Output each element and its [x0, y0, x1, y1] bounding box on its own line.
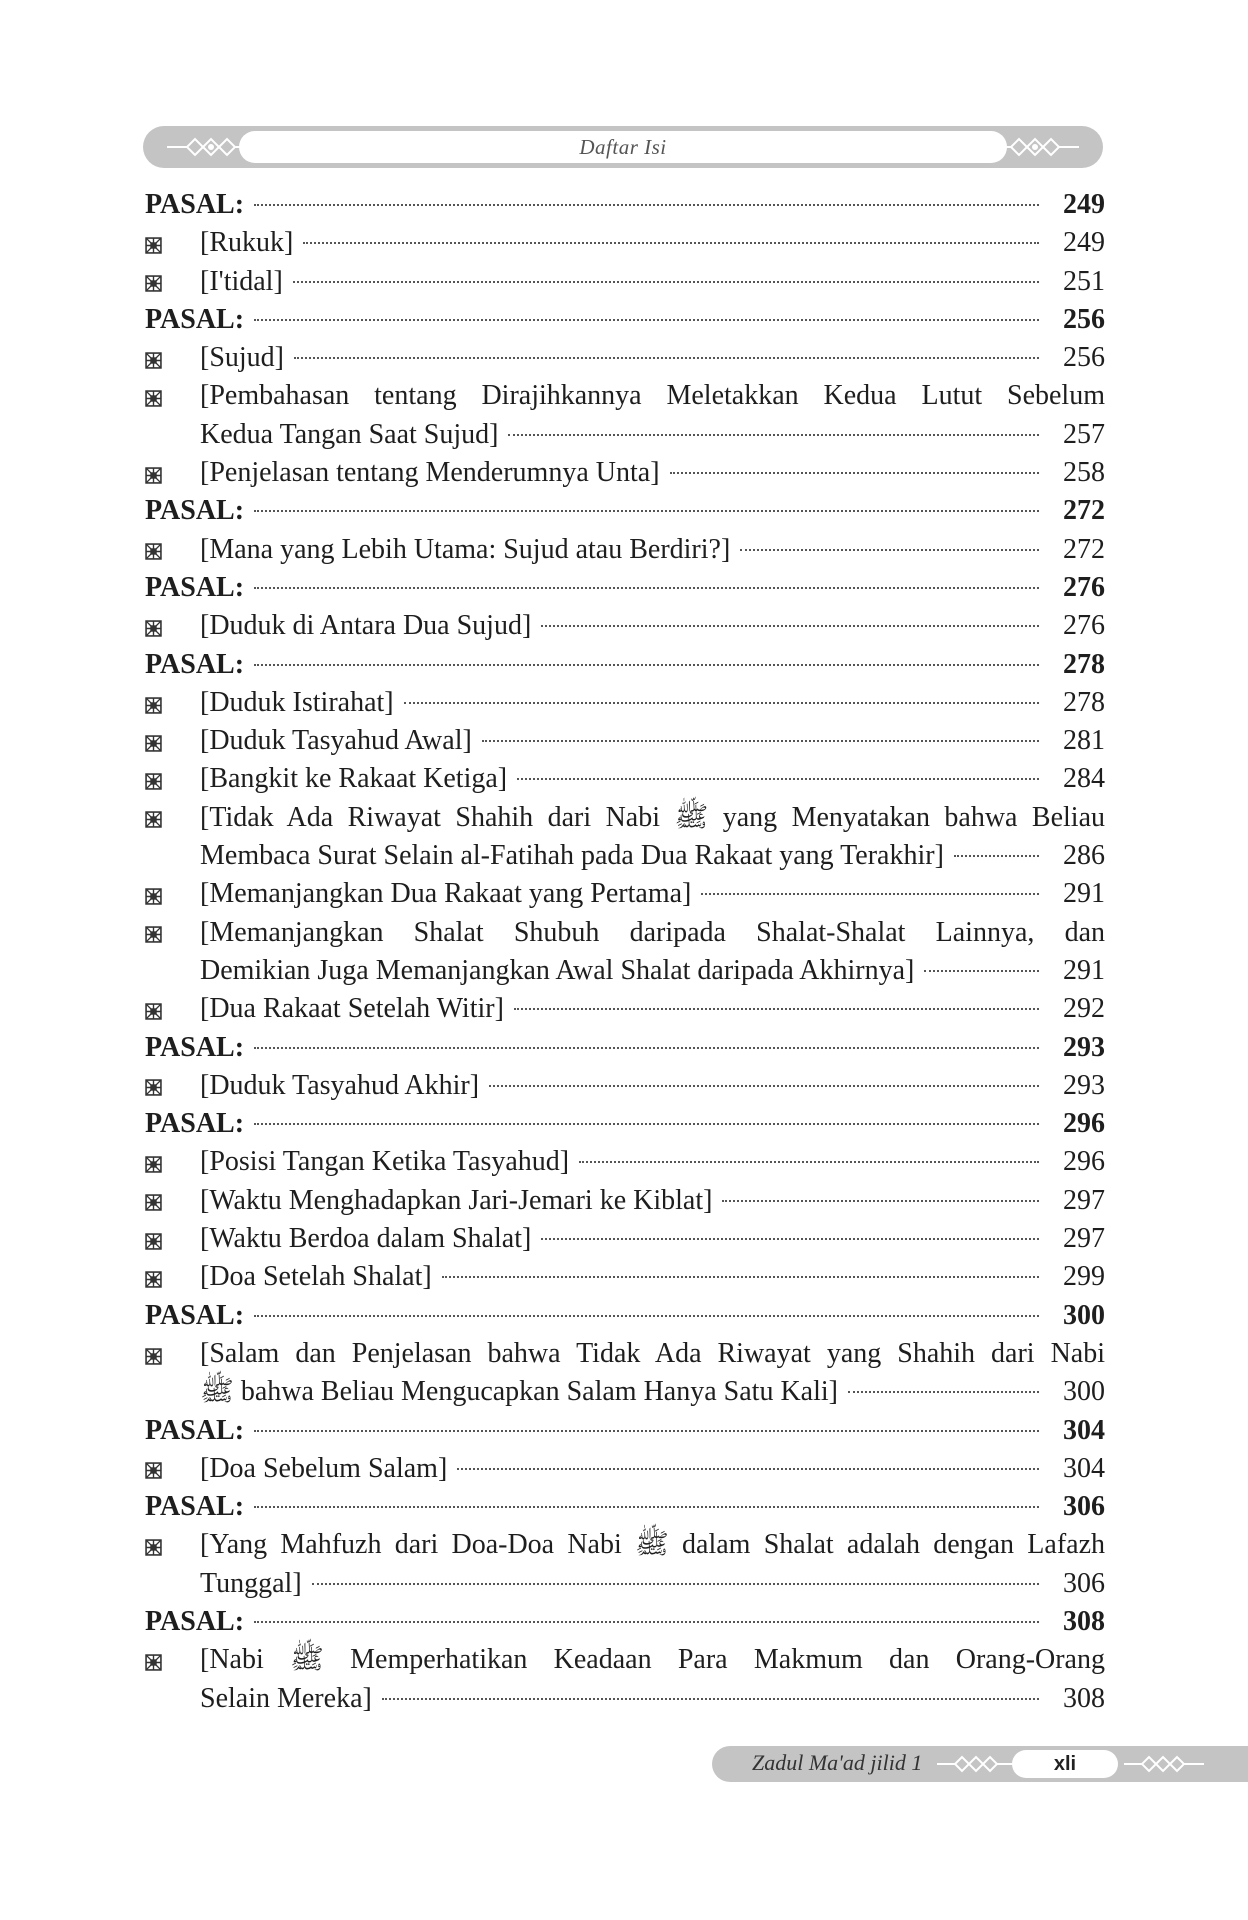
toc-entry-text: Membaca Surat Selain al-Fatihah pada Dua Rakaat yang Terakhir] [200, 840, 944, 872]
toc-pasal-label: PASAL: [145, 648, 245, 680]
toc-entry-text: [Sujud] [200, 342, 284, 374]
toc-page-number: 249 [1063, 227, 1105, 259]
toc-page-number: 296 [1063, 1108, 1105, 1140]
table-of-contents [145, 186, 1105, 1718]
ornament-bullet-icon [145, 799, 200, 837]
toc-page-number: 308 [1063, 1605, 1105, 1637]
toc-entry-text-line1: [Memanjangkan Shalat Shubuh daripada Shalat-Shalat Lainnya, dan [200, 916, 1105, 948]
toc-pasal-row[interactable] [145, 569, 1105, 607]
toc-entry-text: [Duduk di Antara Dua Sujud] [200, 610, 532, 642]
ornament-bullet-icon [145, 263, 200, 301]
toc-entry[interactable] [145, 722, 1105, 760]
toc-page-number: 304 [1063, 1414, 1105, 1446]
toc-pasal-row[interactable] [145, 1412, 1105, 1450]
dot-leader [482, 740, 1039, 742]
toc-pasal-label: PASAL: [145, 495, 245, 527]
toc-entry-text: [Waktu Berdoa dalam Shalat] [200, 1223, 532, 1255]
dot-leader [517, 778, 1039, 780]
ornament-bullet-icon [145, 224, 200, 262]
toc-pasal-label: PASAL: [145, 189, 245, 220]
toc-entry-text: Kedua Tangan Saat Sujud] [200, 418, 499, 450]
toc-entry-text: Demikian Juga Memanjangkan Awal Shalat daripada Akhirnya] [200, 954, 915, 986]
dot-leader [254, 664, 1039, 666]
toc-pasal-label: PASAL: [145, 1605, 245, 1637]
toc-entry[interactable] [145, 607, 1105, 645]
ornament-bullet-icon [145, 1335, 200, 1373]
dot-leader [924, 970, 1039, 972]
ornament-bullet-icon [145, 531, 200, 569]
ornament-icon [937, 1751, 1017, 1777]
toc-page-number: 293 [1063, 1031, 1105, 1063]
toc-entry[interactable] [145, 875, 1105, 913]
toc-entry[interactable] [145, 760, 1105, 798]
toc-page-number: 257 [1063, 418, 1105, 450]
ornament-bullet-icon [145, 454, 200, 492]
dot-leader [670, 472, 1039, 474]
toc-page-number: 284 [1063, 763, 1105, 795]
dot-leader [701, 893, 1039, 895]
dot-leader [254, 1430, 1039, 1432]
toc-entry[interactable] [145, 1450, 1105, 1488]
toc-pasal-label: PASAL: [145, 303, 245, 335]
ornament-bullet-icon [145, 1258, 200, 1296]
toc-pasal-label: PASAL: [145, 1299, 245, 1331]
dot-leader [848, 1391, 1039, 1393]
toc-entry[interactable] [145, 1143, 1105, 1181]
toc-page-number: 251 [1063, 265, 1105, 297]
toc-page-number: 291 [1063, 954, 1105, 986]
toc-entry-text-line1: [Salam dan Penjelasan bahwa Tidak Ada Riwayat yang Shahih dari Nabi [200, 1337, 1105, 1369]
toc-page-number: 306 [1063, 1491, 1105, 1523]
ornament-bullet-icon [145, 1067, 200, 1105]
dot-leader [740, 549, 1039, 551]
toc-entry-text: [Memanjangkan Dua Rakaat yang Pertama] [200, 878, 692, 910]
toc-entry[interactable] [145, 1067, 1105, 1105]
toc-pasal-row[interactable] [145, 186, 1105, 224]
toc-entry-text: [Doa Setelah Shalat] [200, 1261, 432, 1293]
dot-leader [303, 242, 1039, 244]
toc-page-number: 286 [1063, 840, 1105, 872]
toc-page-number: 292 [1063, 993, 1105, 1025]
toc-page-number: 276 [1063, 610, 1105, 642]
dot-leader [293, 281, 1039, 283]
dot-leader [254, 1506, 1039, 1508]
toc-pasal-label: PASAL: [145, 1491, 245, 1523]
ornament-bullet-icon [145, 1220, 200, 1258]
toc-entry[interactable] [145, 263, 1105, 301]
toc-entry-text-line1: [Yang Mahfuzh dari Doa-Doa Nabi ﷺ dalam Shalat adalah dengan Lafazh [200, 1529, 1105, 1561]
ornament-icon [1124, 1751, 1204, 1777]
toc-entry-text: [Waktu Menghadapkan Jari-Jemari ke Kiblat] [200, 1184, 713, 1216]
toc-entry[interactable] [145, 990, 1105, 1028]
dot-leader [404, 702, 1039, 704]
page-footer [712, 1746, 1248, 1782]
dot-leader [579, 1161, 1039, 1163]
page-title: Daftar Isi [579, 134, 667, 159]
toc-page-number: 304 [1063, 1452, 1105, 1484]
toc-page-number: 296 [1063, 1146, 1105, 1178]
toc-entry[interactable] [145, 377, 1105, 454]
dot-leader [457, 1468, 1039, 1470]
toc-pasal-row[interactable] [145, 1488, 1105, 1526]
toc-page-number: 291 [1063, 878, 1105, 910]
toc-entry-text: [Bangkit ke Rakaat Ketiga] [200, 763, 508, 795]
toc-pasal-label: PASAL: [145, 1031, 245, 1063]
toc-page-number: 297 [1063, 1184, 1105, 1216]
toc-entry-text: Selain Mereka] [200, 1682, 372, 1714]
toc-entry[interactable] [145, 914, 1105, 991]
toc-entry-text: [Posisi Tangan Ketika Tasyahud] [200, 1146, 570, 1178]
dot-leader [294, 357, 1039, 359]
dot-leader [254, 1047, 1039, 1049]
toc-entry[interactable] [145, 684, 1105, 722]
toc-page-number: 300 [1063, 1376, 1105, 1408]
dot-leader [254, 1123, 1039, 1125]
ornament-bullet-icon [145, 339, 200, 377]
toc-page-number: 297 [1063, 1223, 1105, 1255]
toc-page-number: 272 [1063, 495, 1105, 527]
dot-leader [254, 204, 1039, 206]
toc-entry-text: [Duduk Istirahat] [200, 686, 394, 718]
dot-leader [254, 587, 1039, 589]
dot-leader [514, 1008, 1039, 1010]
ornament-bullet-icon [145, 1450, 200, 1488]
toc-pasal-label: PASAL: [145, 571, 245, 603]
page-header-banner [143, 126, 1103, 168]
ornament-bullet-icon [145, 1641, 200, 1679]
dot-leader [254, 1315, 1039, 1317]
toc-entry-text: [Penjelasan tentang Menderumnya Unta] [200, 457, 660, 489]
toc-page-number: 278 [1063, 686, 1105, 718]
toc-page-number: 306 [1063, 1567, 1105, 1599]
header-title-pill [239, 131, 1007, 163]
toc-entry[interactable] [145, 454, 1105, 492]
toc-entry[interactable] [145, 1220, 1105, 1258]
toc-page-number: 258 [1063, 457, 1105, 489]
ornament-bullet-icon [145, 377, 200, 415]
toc-entry-text: Tunggal] [200, 1567, 302, 1599]
toc-page-number: 276 [1063, 571, 1105, 603]
toc-pasal-row[interactable] [145, 492, 1105, 530]
ornament-bullet-icon [145, 607, 200, 645]
toc-page-number: 293 [1063, 1069, 1105, 1101]
toc-entry[interactable] [145, 1641, 1105, 1718]
toc-pasal-label: PASAL: [145, 1414, 245, 1446]
ornament-bullet-icon [145, 1182, 200, 1220]
toc-entry-text: ﷺ bahwa Beliau Mengucapkan Salam Hanya Satu Kali] [200, 1376, 838, 1408]
dot-leader [254, 319, 1039, 321]
page-number-pill [1012, 1750, 1118, 1778]
dot-leader [541, 625, 1039, 627]
toc-pasal-row[interactable] [145, 646, 1105, 684]
dot-leader [489, 1085, 1039, 1087]
dot-leader [312, 1583, 1039, 1585]
toc-page-number: 256 [1063, 303, 1105, 335]
ornament-bullet-icon [145, 990, 200, 1028]
toc-page-number: 256 [1063, 342, 1105, 374]
dot-leader [254, 510, 1039, 512]
ornament-bullet-icon [145, 760, 200, 798]
book-title: Zadul Ma'ad jilid 1 [752, 1750, 923, 1775]
toc-entry-text: [Doa Sebelum Salam] [200, 1452, 448, 1484]
ornament-bullet-icon [145, 875, 200, 913]
toc-page-number: 281 [1063, 725, 1105, 757]
toc-entry-text: [Duduk Tasyahud Akhir] [200, 1069, 480, 1101]
dot-leader [722, 1200, 1039, 1202]
toc-entry[interactable] [145, 339, 1105, 377]
toc-pasal-row[interactable] [145, 301, 1105, 339]
toc-entry[interactable] [145, 1258, 1105, 1296]
toc-entry[interactable] [145, 1182, 1105, 1220]
toc-entry-text: [I'tidal] [200, 265, 283, 297]
toc-entry[interactable] [145, 1526, 1105, 1603]
toc-page-number: 272 [1063, 533, 1105, 565]
ornament-bullet-icon [145, 684, 200, 722]
ornament-icon [989, 133, 1079, 161]
dot-leader [508, 434, 1039, 436]
ornament-bullet-icon [145, 1526, 200, 1564]
toc-pasal-row[interactable] [145, 1029, 1105, 1067]
toc-entry-text-line1: [Tidak Ada Riwayat Shahih dari Nabi ﷺ yang Menyatakan bahwa Beliau [200, 801, 1105, 833]
toc-pasal-label: PASAL: [145, 1108, 245, 1140]
toc-entry-text: [Duduk Tasyahud Awal] [200, 725, 472, 757]
toc-entry[interactable] [145, 224, 1105, 262]
toc-pasal-row[interactable] [145, 1297, 1105, 1335]
ornament-bullet-icon [145, 914, 200, 952]
dot-leader [382, 1698, 1039, 1700]
toc-page-number: 308 [1063, 1682, 1105, 1714]
toc-entry-text-line1: [Pembahasan tentang Dirajihkannya Meletakkan Kedua Lutut Sebelum [200, 380, 1105, 412]
dot-leader [954, 855, 1039, 857]
dot-leader [254, 1621, 1039, 1623]
dot-leader [541, 1238, 1039, 1240]
toc-entry[interactable] [145, 799, 1105, 876]
toc-entry-text-line1: [Nabi ﷺ Memperhatikan Keadaan Para Makmum dan Orang-Orang [200, 1644, 1105, 1676]
dot-leader [442, 1276, 1039, 1278]
toc-entry[interactable] [145, 1335, 1105, 1412]
page-number: xli [1053, 1752, 1077, 1775]
toc-page-number: 299 [1063, 1261, 1105, 1293]
toc-entry[interactable] [145, 531, 1105, 569]
toc-pasal-row[interactable] [145, 1603, 1105, 1641]
toc-pasal-row[interactable] [145, 1105, 1105, 1143]
ornament-bullet-icon [145, 1143, 200, 1181]
toc-page-number: 278 [1063, 648, 1105, 680]
ornament-bullet-icon [145, 722, 200, 760]
toc-page-number: 249 [1063, 189, 1105, 220]
toc-entry-text: [Dua Rakaat Setelah Witir] [200, 993, 504, 1025]
toc-page-number: 300 [1063, 1299, 1105, 1331]
toc-entry-text: [Rukuk] [200, 227, 294, 259]
toc-entry-text: [Mana yang Lebih Utama: Sujud atau Berdiri?] [200, 533, 731, 565]
